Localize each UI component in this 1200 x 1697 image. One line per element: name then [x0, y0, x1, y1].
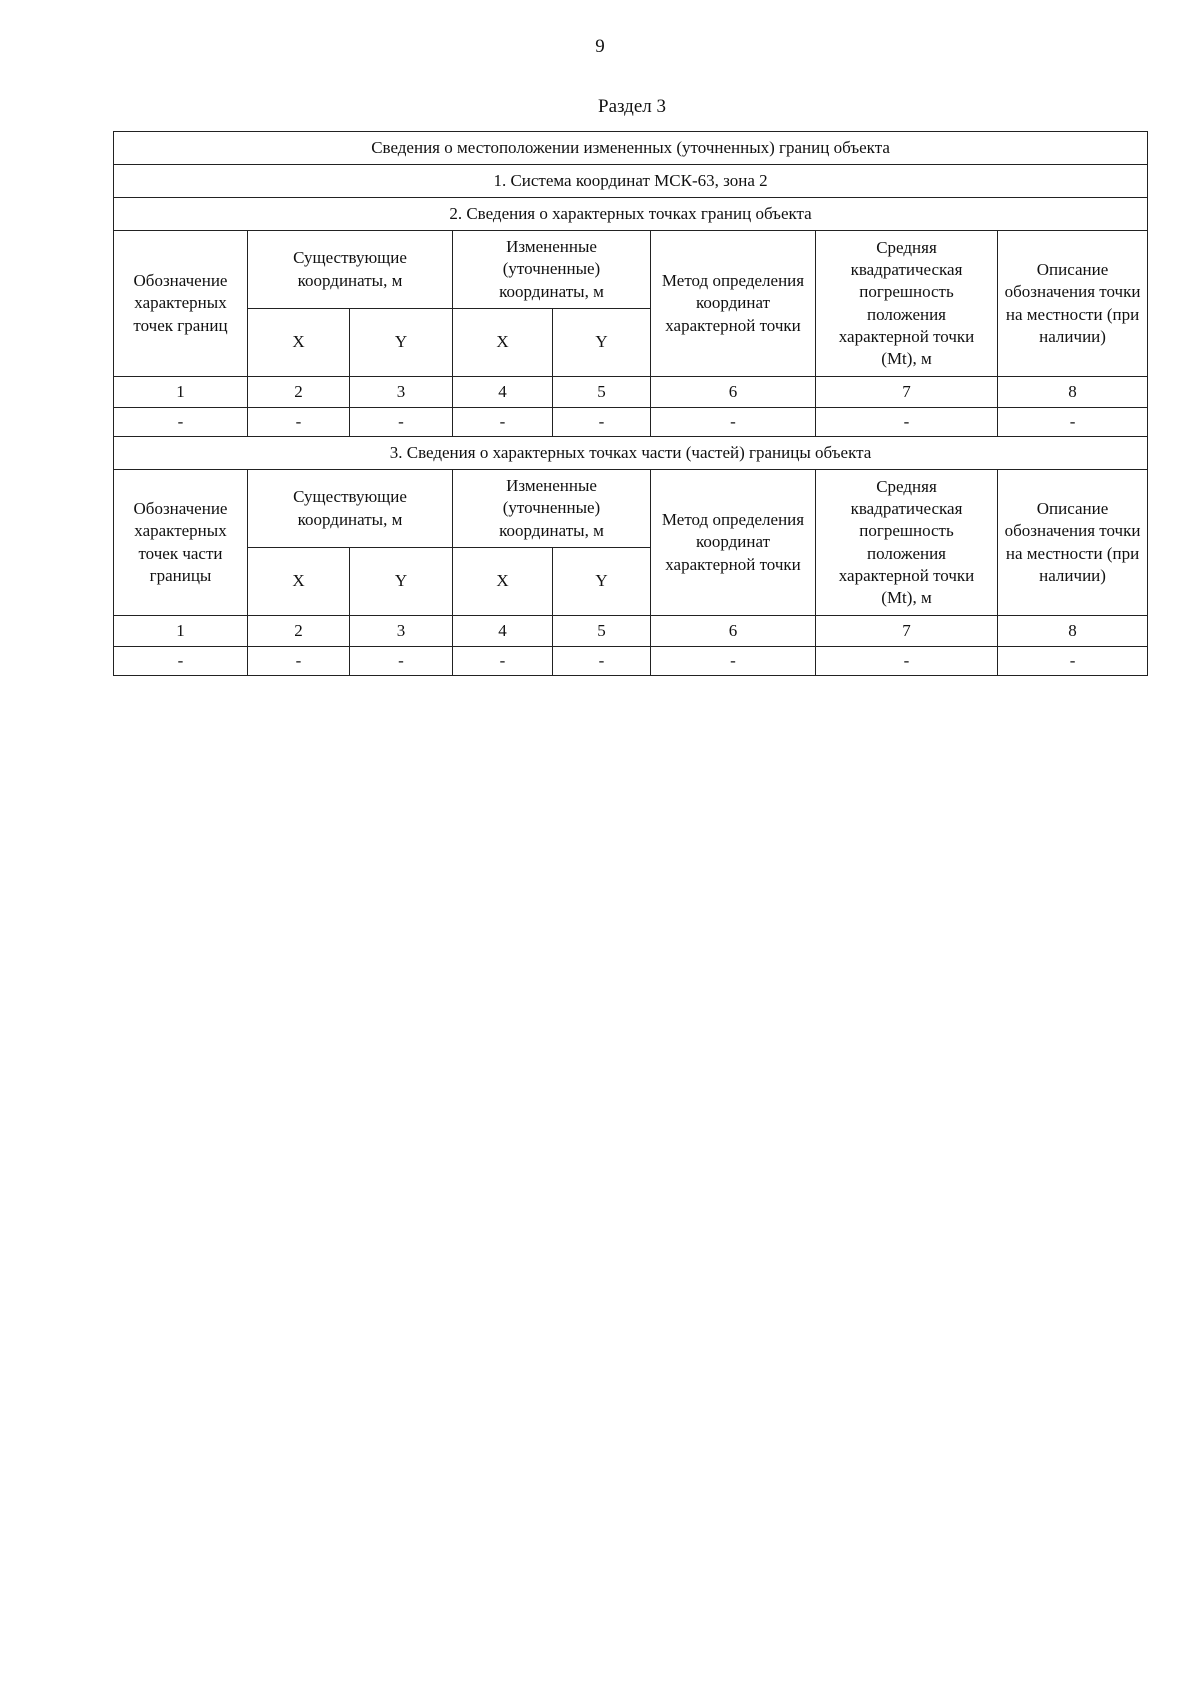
column-number: 6	[651, 616, 816, 647]
col-existing-header: Существующие координаты, м	[248, 470, 453, 548]
table-cell: -	[350, 408, 453, 437]
table-cell: -	[553, 647, 651, 676]
section-title: Раздел 3	[598, 96, 666, 117]
existing-x-header: X	[248, 548, 350, 616]
column-number: 5	[553, 616, 651, 647]
table-title: Сведения о местоположении измененных (уточненных) границ объекта	[114, 132, 1148, 165]
coordinate-system: 1. Система координат МСК-63, зона 2	[114, 165, 1148, 198]
column-number-row	[114, 377, 1148, 408]
boundary-points-table	[113, 131, 1148, 676]
column-number: 7	[816, 616, 998, 647]
table-cell: -	[816, 647, 998, 676]
page-number: 9	[595, 36, 605, 57]
table-row	[114, 408, 1148, 437]
col-designation-header: Обозначение характерных точек части границы	[114, 470, 248, 616]
col-error-header: Средняя квадратическая погрешность положения характерной точки (Mt), м	[816, 470, 998, 616]
column-number: 8	[998, 377, 1148, 408]
col-changed-header: Измененные (уточненные) координаты, м	[453, 231, 651, 309]
table-cell: -	[248, 647, 350, 676]
col-description-header: Описание обозначения точки на местности (при наличии)	[998, 470, 1148, 616]
table-cell: -	[453, 647, 553, 676]
changed-y-header: Y	[553, 309, 651, 377]
table-cell: -	[651, 647, 816, 676]
column-number: 1	[114, 616, 248, 647]
table-cell: -	[114, 647, 248, 676]
table-cell: -	[553, 408, 651, 437]
column-number-row	[114, 616, 1148, 647]
column-number: 8	[998, 616, 1148, 647]
column-number: 3	[350, 377, 453, 408]
subsection-2-title: 2. Сведения о характерных точках границ объекта	[114, 198, 1148, 231]
changed-y-header: Y	[553, 548, 651, 616]
existing-y-header: Y	[350, 548, 453, 616]
col-method-header: Метод определения координат характерной точки	[651, 231, 816, 377]
col-designation-header: Обозначение характерных точек границ	[114, 231, 248, 377]
column-number: 5	[553, 377, 651, 408]
col-changed-header: Измененные (уточненные) координаты, м	[453, 470, 651, 548]
table-row	[114, 647, 1148, 676]
col-description-header: Описание обозначения точки на местности (при наличии)	[998, 231, 1148, 377]
table-cell: -	[998, 408, 1148, 437]
table-cell: -	[350, 647, 453, 676]
changed-x-header: X	[453, 548, 553, 616]
column-number: 7	[816, 377, 998, 408]
column-number: 4	[453, 377, 553, 408]
table-cell: -	[998, 647, 1148, 676]
table-cell: -	[816, 408, 998, 437]
col-existing-header: Существующие координаты, м	[248, 231, 453, 309]
table-cell: -	[248, 408, 350, 437]
col-method-header: Метод определения координат характерной точки	[651, 470, 816, 616]
subsection-3-title: 3. Сведения о характерных точках части (частей) границы объекта	[114, 437, 1148, 470]
table-cell: -	[114, 408, 248, 437]
col-error-header: Средняя квадратическая погрешность положения характерной точки (Mt), м	[816, 231, 998, 377]
table-cell: -	[651, 408, 816, 437]
column-number: 2	[248, 616, 350, 647]
existing-y-header: Y	[350, 309, 453, 377]
column-number: 3	[350, 616, 453, 647]
column-number: 1	[114, 377, 248, 408]
changed-x-header: X	[453, 309, 553, 377]
column-number: 4	[453, 616, 553, 647]
table-cell: -	[453, 408, 553, 437]
column-number: 2	[248, 377, 350, 408]
column-number: 6	[651, 377, 816, 408]
existing-x-header: X	[248, 309, 350, 377]
